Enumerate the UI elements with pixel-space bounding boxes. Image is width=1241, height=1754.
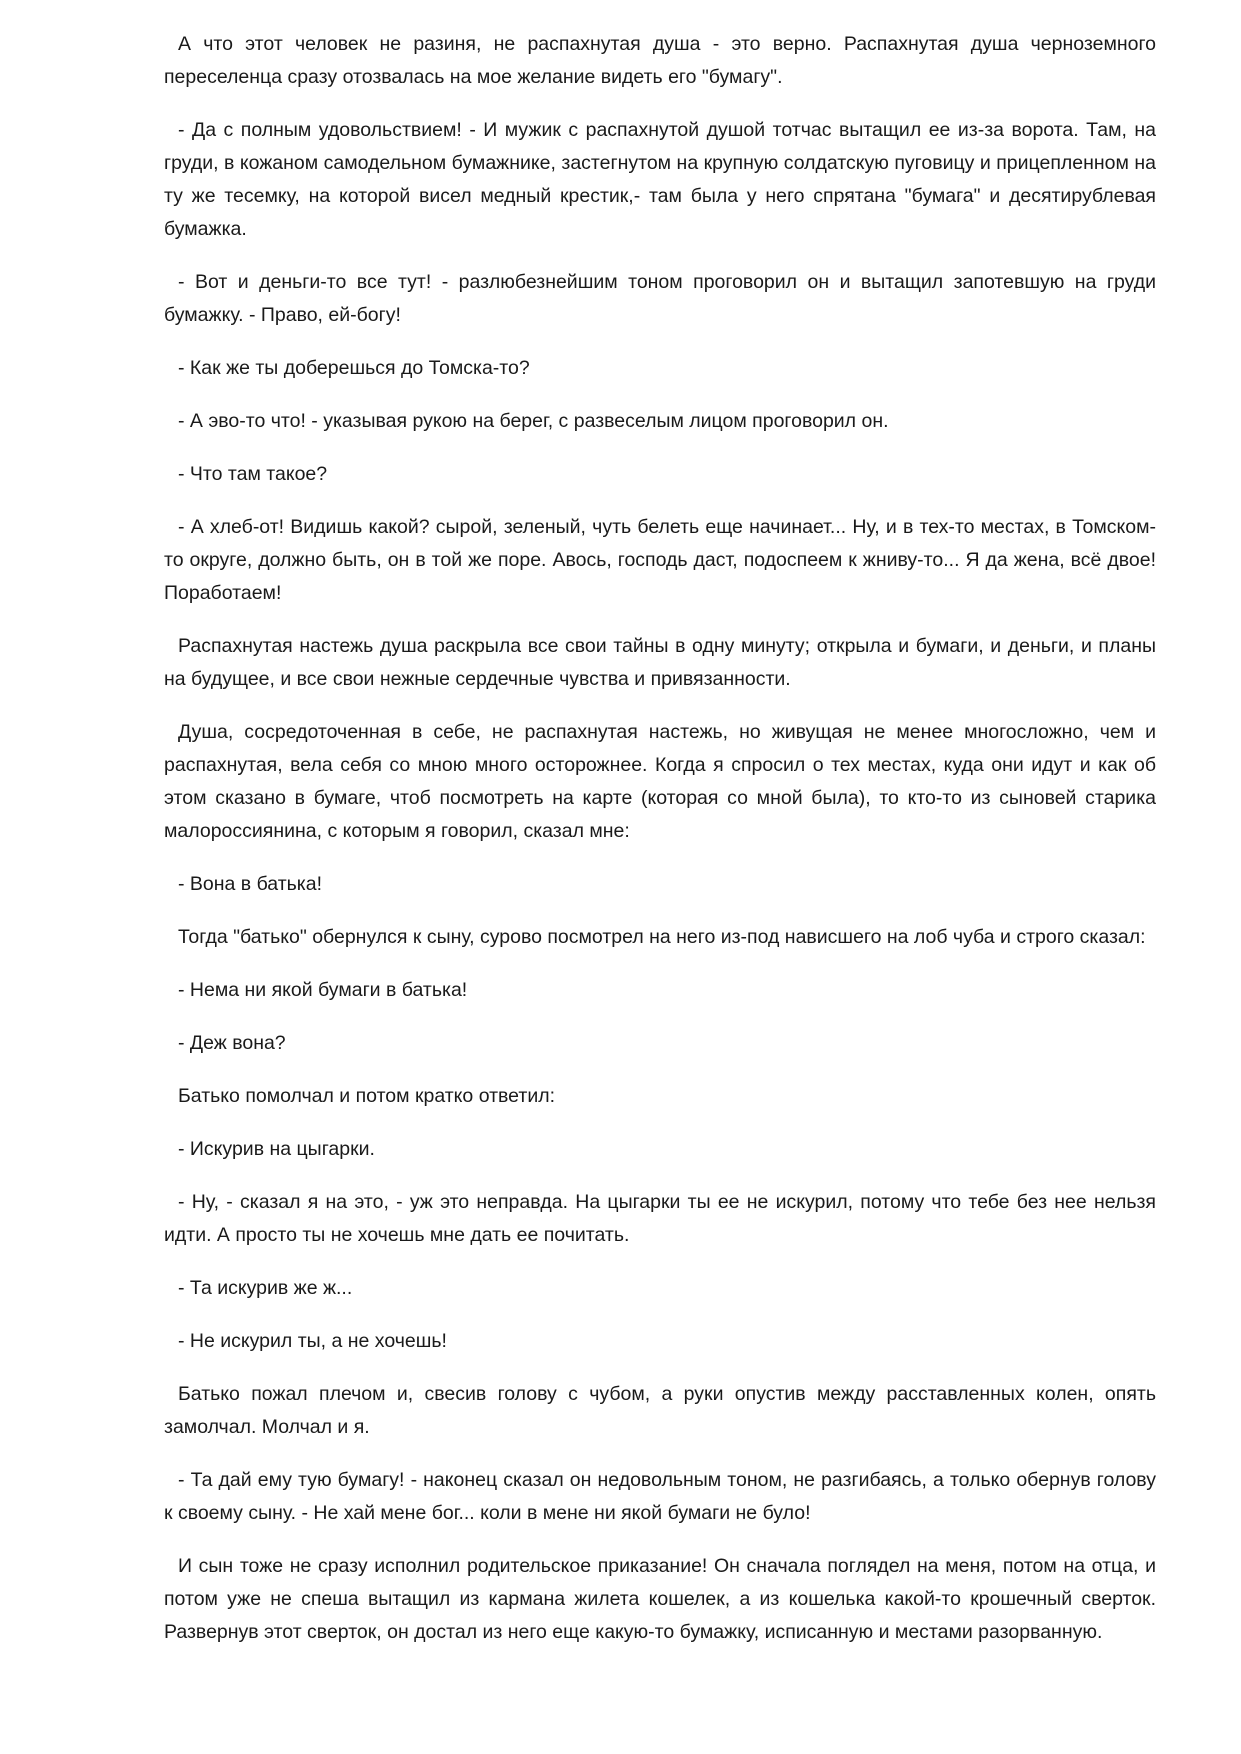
paragraph-3: - Вот и деньги-то все тут! - разлюбезнейшим тоном проговорил он и вытащил запотевшую на груди бумажку. - Право, ей-богу!: [164, 271, 1156, 326]
paragraph-5: - А эво-то что! - указывая рукою на берег, с развеселым лицом проговорил он.: [178, 410, 889, 432]
paragraph-1: А что этот человек не разиня, не распахнутая душа - это верно. Распахнутая душа черноземного переселенца сразу отозвалась на мое желание видеть его "бумагу".: [164, 33, 1156, 88]
paragraph-11: Тогда "батько" обернулся к сыну, сурово посмотрел на него из-под нависшего на лоб чуба и строго сказал:: [178, 926, 1146, 948]
paragraph-15: - Искурив на цыгарки.: [178, 1138, 375, 1160]
paragraph-7: - А хлеб-от! Видишь какой? сырой, зеленый, чуть белеть еще начинает... Ну, и в тех-то местах, в Томском-то округе, должно быть, он в той же поре. Авось, господь даст, подоспеем к жниву-то... Я да жена, всё двое! Поработаем!: [164, 516, 1156, 604]
paragraph-10: - Вона в батька!: [178, 873, 323, 895]
paragraph-2: - Да с полным удовольствием! - И мужик с распахнутой душой тотчас вытащил ее из-за ворота. Там, на груди, в кожаном самодельном бумажнике, застегнутом на крупную солдатскую пуговицу и прицепленном на ту же тесемку, на которой висел медный крестик,- там была у него спрятана "бумага" и десятирублевая бумажка.: [164, 119, 1156, 240]
paragraph-14: Батько помолчал и потом кратко ответил:: [178, 1085, 556, 1107]
paragraph-17: - Та искурив же ж...: [178, 1277, 353, 1299]
paragraph-19: Батько пожал плечом и, свесив голову с чубом, а руки опустив между расставленных колен, опять замолчал. Молчал и я.: [164, 1383, 1156, 1438]
paragraph-13: - Деж вона?: [178, 1032, 286, 1054]
paragraph-4: - Как же ты доберешься до Томска-то?: [178, 357, 530, 379]
paragraph-16: - Ну, - сказал я на это, - уж это неправда. На цыгарки ты ее не искурил, потому что тебе без нее нельзя идти. А просто ты не хочешь мне дать ее почитать.: [164, 1191, 1156, 1246]
paragraph-21: И сын тоже не сразу исполнил родительское приказание! Он сначала поглядел на меня, потом на отца, и потом уже не спеша вытащил из кармана жилета кошелек, а из кошелька какой-то крошечный сверток. Развернув этот сверток, он достал из него еще какую-то бумажку, исписанную и местами разорванную.: [164, 1555, 1156, 1643]
document-page: [164, 28, 1156, 1669]
paragraph-9: Душа, сосредоточенная в себе, не распахнутая настежь, но живущая не менее многосложно, чем и распахнутая, вела себя со мною много осторожнее. Когда я спросил о тех местах, куда они идут и как об этом сказано в бумаге, чтоб посмотреть на карте (которая со мной была), то кто-то из сыновей старика малороссиянина, с которым я говорил, сказал мне:: [164, 721, 1156, 842]
paragraph-6: - Что там такое?: [178, 463, 328, 485]
paragraph-12: - Нема ни якой бумаги в батька!: [178, 979, 468, 1001]
paragraph-20: - Та дай ему тую бумагу! - наконец сказал он недовольным тоном, не разгибаясь, а только обернув голову к своему сыну. - Не хай мене бог... коли в мене ни якой бумаги не було!: [164, 1469, 1156, 1524]
paragraph-8: Распахнутая настежь душа раскрыла все свои тайны в одну минуту; открыла и бумаги, и деньги, и планы на будущее, и все свои нежные сердечные чувства и привязанности.: [164, 635, 1156, 690]
paragraph-18: - Не искурил ты, а не хочешь!: [178, 1330, 447, 1352]
